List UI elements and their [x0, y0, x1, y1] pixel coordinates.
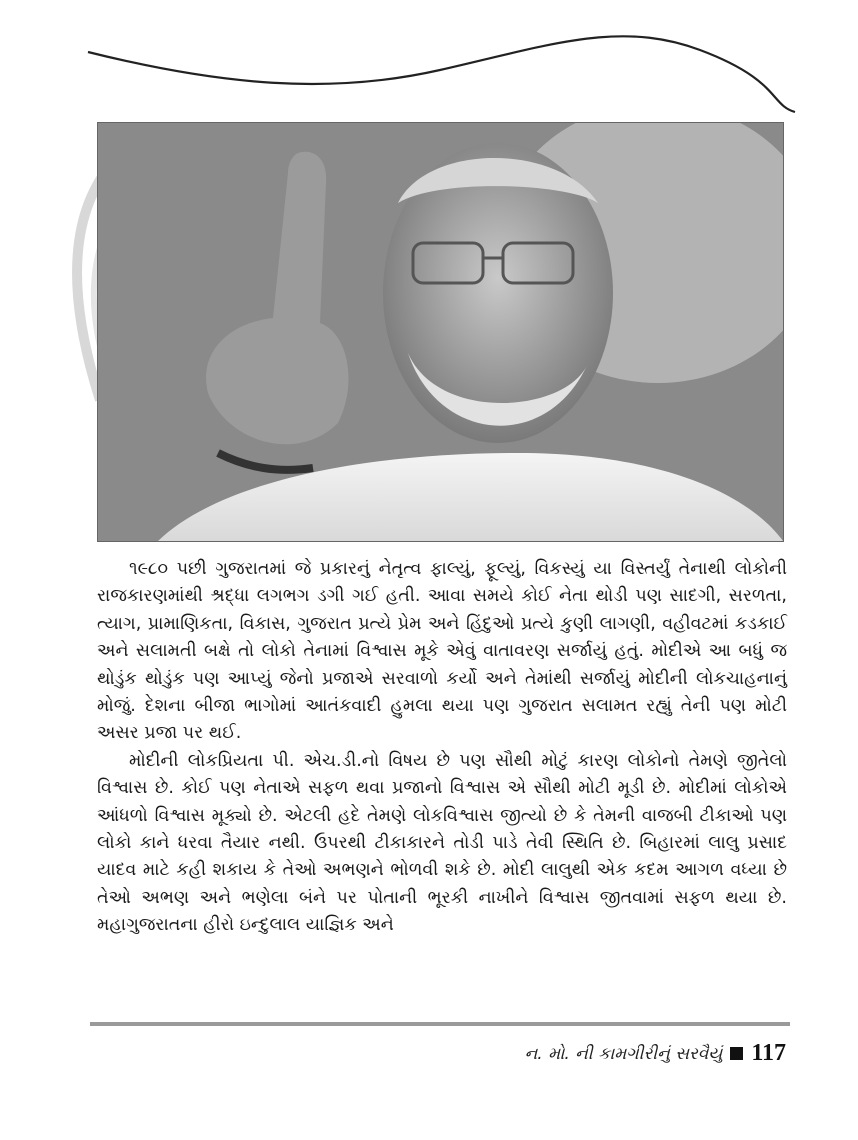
article-body: [97, 556, 787, 940]
square-bullet-icon: [730, 1047, 743, 1060]
footer-rule: [90, 1022, 790, 1026]
page-number: 117: [751, 1040, 786, 1066]
paragraph-1: ૧૯૮૦ પછી ગુજરાતમાં જે પ્રકારનું નેતૃત્વ ફાલ્યું, ફૂલ્યું, વિકસ્યું યા વિસ્તર્યું તેનાથી લોકોની રાજકારણમાંથી શ્રદ્ધા લગભગ ડગી ગઈ હતી. આવા સમયે કોઈ નેતા થોડી પણ સાદગી, સરળતા, ત્યાગ, પ્રામાણિકતા, વિકાસ, ગુજરાત પ્રત્યે પ્રેમ અને હિંદુઓ પ્રત્યે કુણી લાગણી, વહીવટમાં કડકાઈ અને સલામતી બક્ષે તો લોકો તેનામાં વિશ્વાસ મૂકે એવું વાતાવરણ સર્જાયું હતું. મોદીએ આ બધું જ થોડુંક થોડુંક પણ આપ્યું જેનો પ્રજાએ સરવાળો કર્યો અને તેમાંથી સર્જાયું મોદીની લોકચાહનાનું મોજું. દેશના બીજા ભાગોમાં આતંકવાદી હુમલા થયા પણ ગુજરાત સલામત રહ્યું તેની પણ મોટી અસર પ્રજા પર થઈ.: [97, 559, 787, 744]
portrait-photo: [97, 122, 784, 542]
page-footer: [525, 1040, 786, 1067]
footer-title: ન. મો. ની કામગીરીનું સરવૈયું: [524, 1043, 723, 1064]
decorative-wave-line: [0, 0, 858, 130]
paragraph-2: મોદીની લોકપ્રિયતા પી. એચ.ડી.નો વિષય છે પણ સૌથી મોટું કારણ લોકોનો તેમણે જીતેલો વિશ્વાસ છે. કોઈ પણ નેતાએ સફળ થવા પ્રજાનો વિશ્વાસ એ સૌથી મોટી મૂડી છે. મોદીમાં લોકોએ આંધળો વિશ્વાસ મૂક્યો છે. એટલી હદે તેમણે લોકવિશ્વાસ જીત્યો છે કે તેમની વાજબી ટીકાઓ પણ લોકો કાને ધરવા તૈયાર નથી. ઉપરથી ટીકાકારને તોડી પાડે તેવી સ્થિતિ છે. બિહારમાં લાલુ પ્રસાદ યાદવ માટે કહી શકાય કે તેઓ અભણને ભોળવી શકે છે. મોદી લાલુથી એક કદમ આગળ વધ્યા છે તેઓ અભણ અને ભણેલા બંને પર પોતાની ભૂરકી નાખીને વિશ્વાસ જીતવામાં સફળ થયા છે. મહાગુજરાતના હીરો ઇન્દુલાલ યાજ્ઞિક અને: [97, 750, 787, 936]
